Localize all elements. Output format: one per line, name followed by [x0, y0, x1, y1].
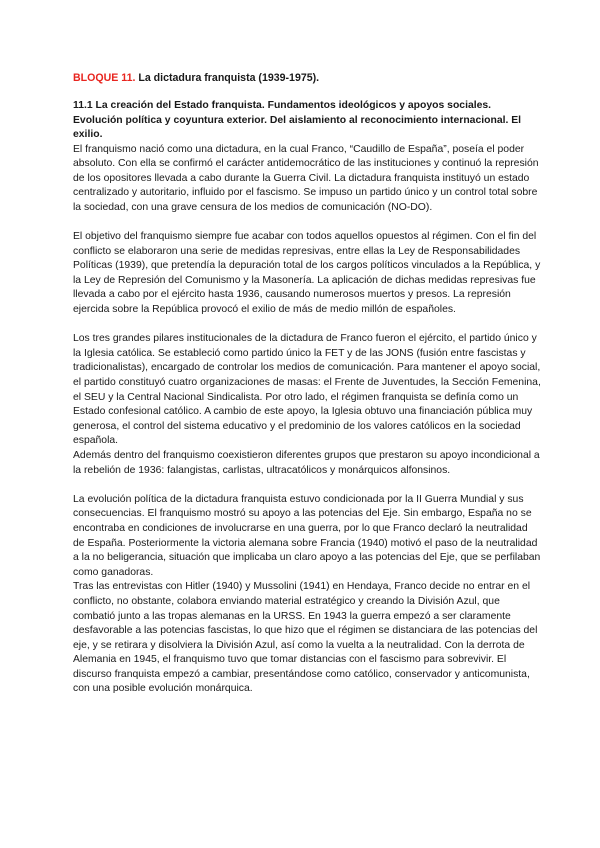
paragraph-segunda-guerra: Tras las entrevistas con Hitler (1940) y Mussolini (1941) en Hendaya, Franco decide no entrar en el conflicto, no obstante, colabora enviando material estratégico y creando la División Azul, que combatió junto a las tropas alemanas en la URSS. En 1943 la guerra empezó a ser claramente desfavorable a las potencias fascistas, lo que hizo que el régimen se distanciara de las potencias del eje, y se retirara y disolviera la División Azul, así como la vuelta a la neutralidad. Con la derrota de Alemania en 1945, el franquismo tuvo que tomar distancias con el fascismo para sobrevivir. El discurso franquista empezó a cambiar, presentándose como católico, conservador y anticomunista, con una posible evolución monárquica.: [73, 581, 538, 695]
paragraph-grupos: Además dentro del franquismo coexistieron diferentes grupos que prestaron su apoyo incondicional a la rebelión de 1936: falangistas, carlistas, ultracatólicos y monárquicos alfonsinos.: [73, 449, 540, 476]
document-body: [73, 71, 541, 697]
paragraph-evolucion: La evolución política de la dictadura franquista estuvo condicionada por la II Guerra Mundial y sus consecuencias. El franquismo mostró su apoyo a las potencias del Eje. Sin embargo, España no se encontraba en condiciones de involucrarse en una guerra, por lo que Franco declaró la neutralidad de España. Posteriormente la victoria alemana sobre Francia (1940) motivó el paso de la neutralidad a la no beligerancia, situación que implicaba un claro apoyo a las potencias del Eje, que se perfilaban como ganadoras.: [73, 493, 541, 578]
paragraph-franquismo-origen: El franquismo nació como una dictadura, en la cual Franco, “Caudillo de España”, poseía el poder absoluto. Con ella se confirmó el carácter antidemocrático de las instituciones y continuó la represión de los opositores llevada a cabo durante la Guerra Civil. La dictadura franquista instituyó un estado centralizado y autoritario, influido por el fascismo. Se impuso un partido único y un control total sobre la sociedad, con una grave censura de los medios de comunicación (NO-DO).: [73, 143, 539, 213]
section-heading: 11.1 La creación del Estado franquista. Fundamentos ideológicos y apoyos sociales. Evolución política y coyuntura exterior. Del aislamiento al reconocimiento internacional. El exilio.: [73, 100, 522, 140]
title-bloque-label: BLOQUE 11.: [73, 72, 136, 84]
document-title: [73, 71, 541, 85]
paragraph-represion: El objetivo del franquismo siempre fue acabar con todos aquellos opuestos al régimen. Con el fin del conflicto se elaboraron una serie de medidas represivas, entre ellas la Ley de Responsabilidades Políticas (1939), que pretendía la depuración total de los cargos políticos vinculados a la República, y la Ley de Represión del Comunismo y la Masonería. La aplicación de dichas medidas represivas fue llevada a cabo por el ejército hasta 1936, causando numerosos muertos y presos. La represión ejercida sobre la República provocó el exilio de más de medio millón de españoles.: [73, 231, 541, 316]
title-text: La dictadura franquista (1939-1975).: [135, 72, 320, 84]
paragraph-pilares: Los tres grandes pilares institucionales de la dictadura de Franco fueron el ejército, el partido único y la Iglesia católica. Se estableció como partido único la FET y de las JONS (fusión entre fascistas y tradicionalistas), encargado de controlar los medios de comunicación. Para mantener el apoyo social, el partido constituyó cuatro organizaciones de masas: el Frente de Juventudes, la Sección Femenina, el SEU y la Central Nacional Sindicalista. Por otro lado, el régimen franquista se definía como un Estado confesional católico. A cambio de este apoyo, la Iglesia obtuvo una financiación pública muy generosa, el control del sistema educativo y el predominio de los valores católicos en la sociedad española.: [73, 333, 541, 447]
